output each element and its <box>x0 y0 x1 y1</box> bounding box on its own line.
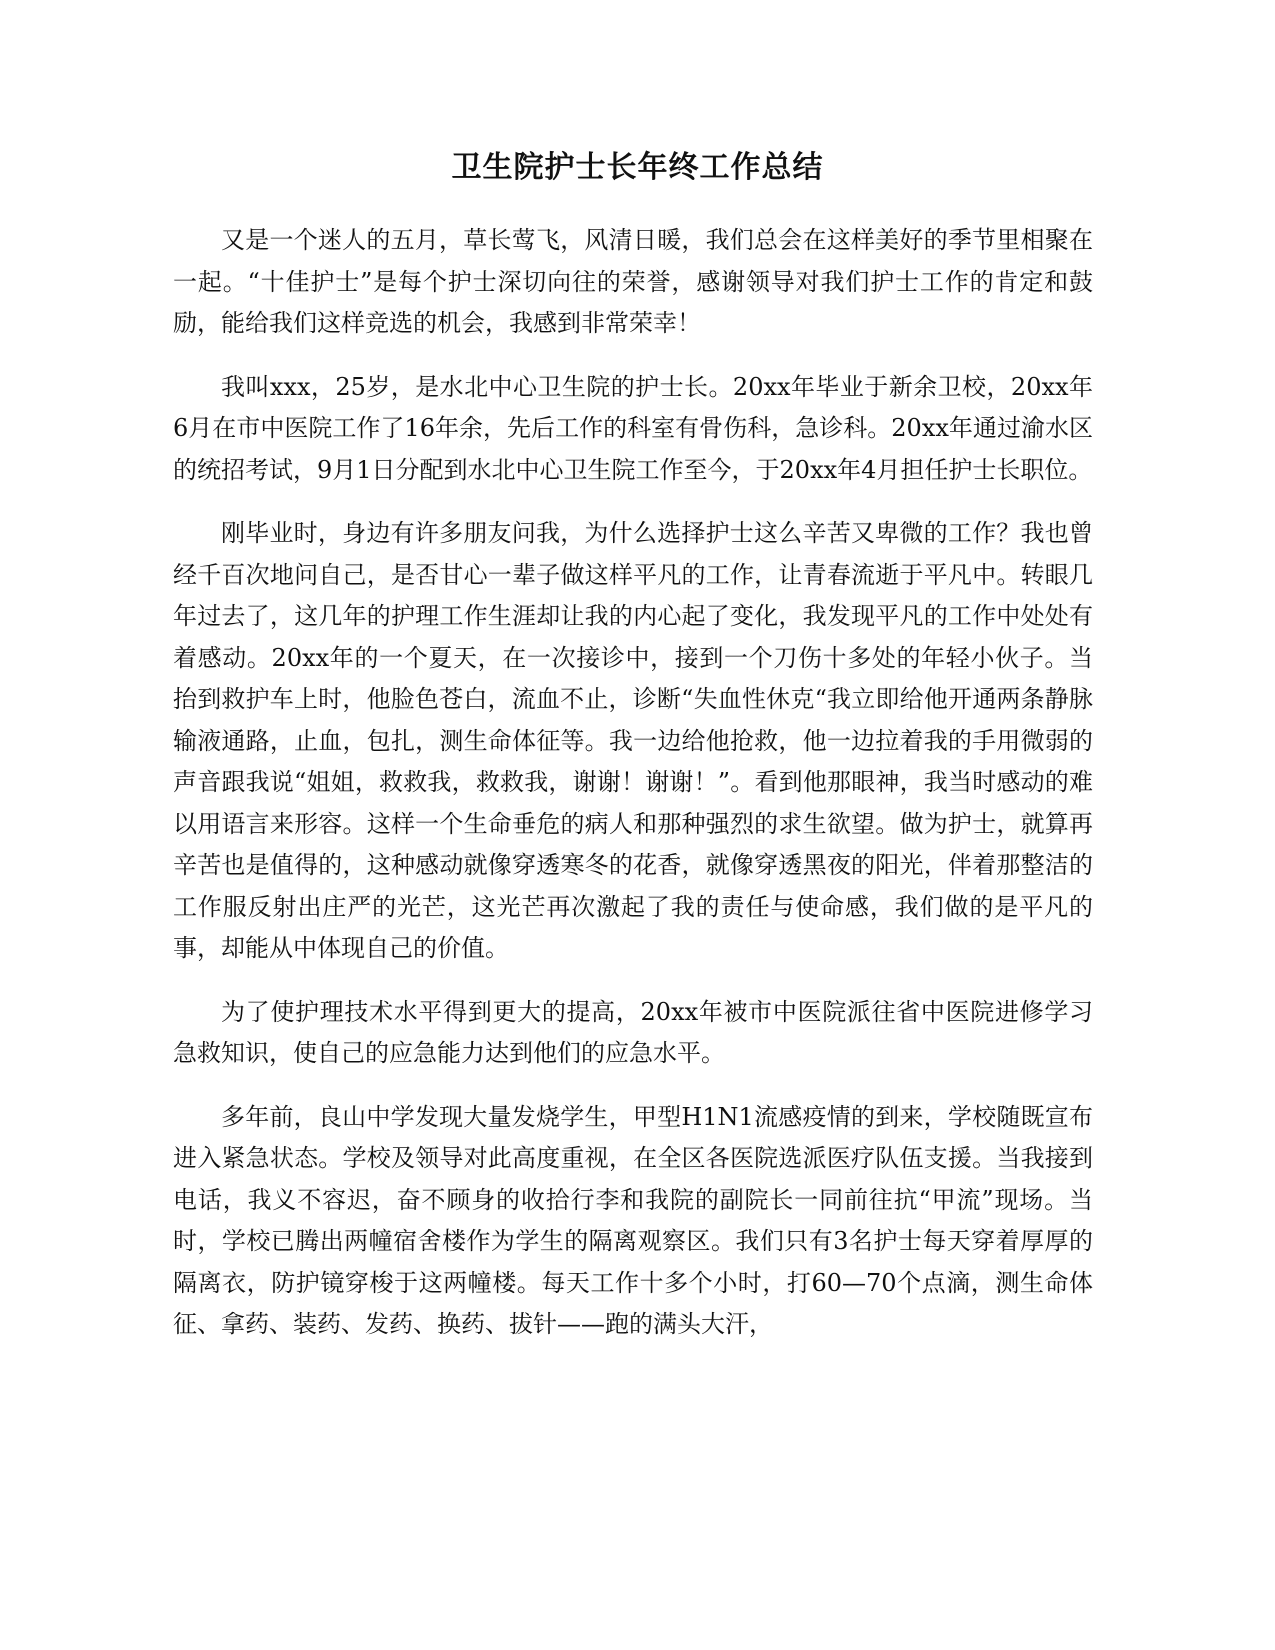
paragraph-2: 我叫xxx，25岁，是水北中心卫生院的护士长。20xx年毕业于新余卫校，20xx年6月在市中医院工作了16年余，先后工作的科室有骨伤科，急诊科。20xx年通过渝水区的统招考试，9月1日分配到水北中心卫生院工作至今，于20xx年4月担任护士长职位。 <box>173 372 1093 484</box>
paragraph-3: 刚毕业时，身边有许多朋友问我，为什么选择护士这么辛苦又卑微的工作？我也曾经千百次地问自己，是否甘心一辈子做这样平凡的工作，让青春流逝于平凡中。转眼几年过去了，这几年的护理工作生涯却让我的内心起了变化，我发现平凡的工作中处处有着感动。20xx年的一个夏天，在一次接诊中，接到一个刀伤十多处的年轻小伙子。当抬到救护车上时，他脸色苍白，流血不止，诊断“失血性休克“我立即给他开通两条静脉输液通路，止血，包扎，测生命体征等。我一边给他抢救，他一边拉着我的手用微弱的声音跟我说“姐姐，救救我，救救我，谢谢！谢谢！”。看到他那眼神，我当时感动的难以用语言来形容。这样一个生命垂危的病人和那种强烈的求生欲望。做为护士，就算再辛苦也是值得的，这种感动就像穿透寒冬的花香，就像穿透黑夜的阳光，伴着那整洁的工作服反射出庄严的光芒，这光芒再次激起了我的责任与使命感，我们做的是平凡的事，却能从中体现自己的价值。 <box>173 519 1093 962</box>
paragraph-1: 又是一个迷人的五月，草长莺飞，风清日暖，我们总会在这样美好的季节里相聚在一起。“十佳护士”是每个护士深切向往的荣誉，感谢领导对我们护士工作的肯定和鼓励，能给我们这样竞选的机会，我感到非常荣幸！ <box>173 226 1093 337</box>
document-title: 卫生院护士长年终工作总结 <box>451 150 824 185</box>
document-body <box>173 220 1093 1368</box>
paragraph-5: 多年前，良山中学发现大量发烧学生，甲型H1N1流感疫情的到来，学校随既宣布进入紧急状态。学校及领导对此高度重视，在全区各医院选派医疗队伍支援。当我接到电话，我义不容迟，奋不顾身的收拾行李和我院的副院长一同前往抗“甲流”现场。当时，学校已腾出两幢宿舍楼作为学生的隔离观察区。我们只有3名护士每天穿着厚厚的隔离衣，防护镜穿梭于这两幢楼。每天工作十多个小时，打60—70个点滴，测生命体征、拿药、装药、发药、换药、拔针——跑的满头大汗， <box>173 1102 1093 1338</box>
paragraph-4: 为了使护理技术水平得到更大的提高，20xx年被市中医院派往省中医院进修学习急救知识，使自己的应急能力达到他们的应急水平。 <box>173 997 1093 1067</box>
